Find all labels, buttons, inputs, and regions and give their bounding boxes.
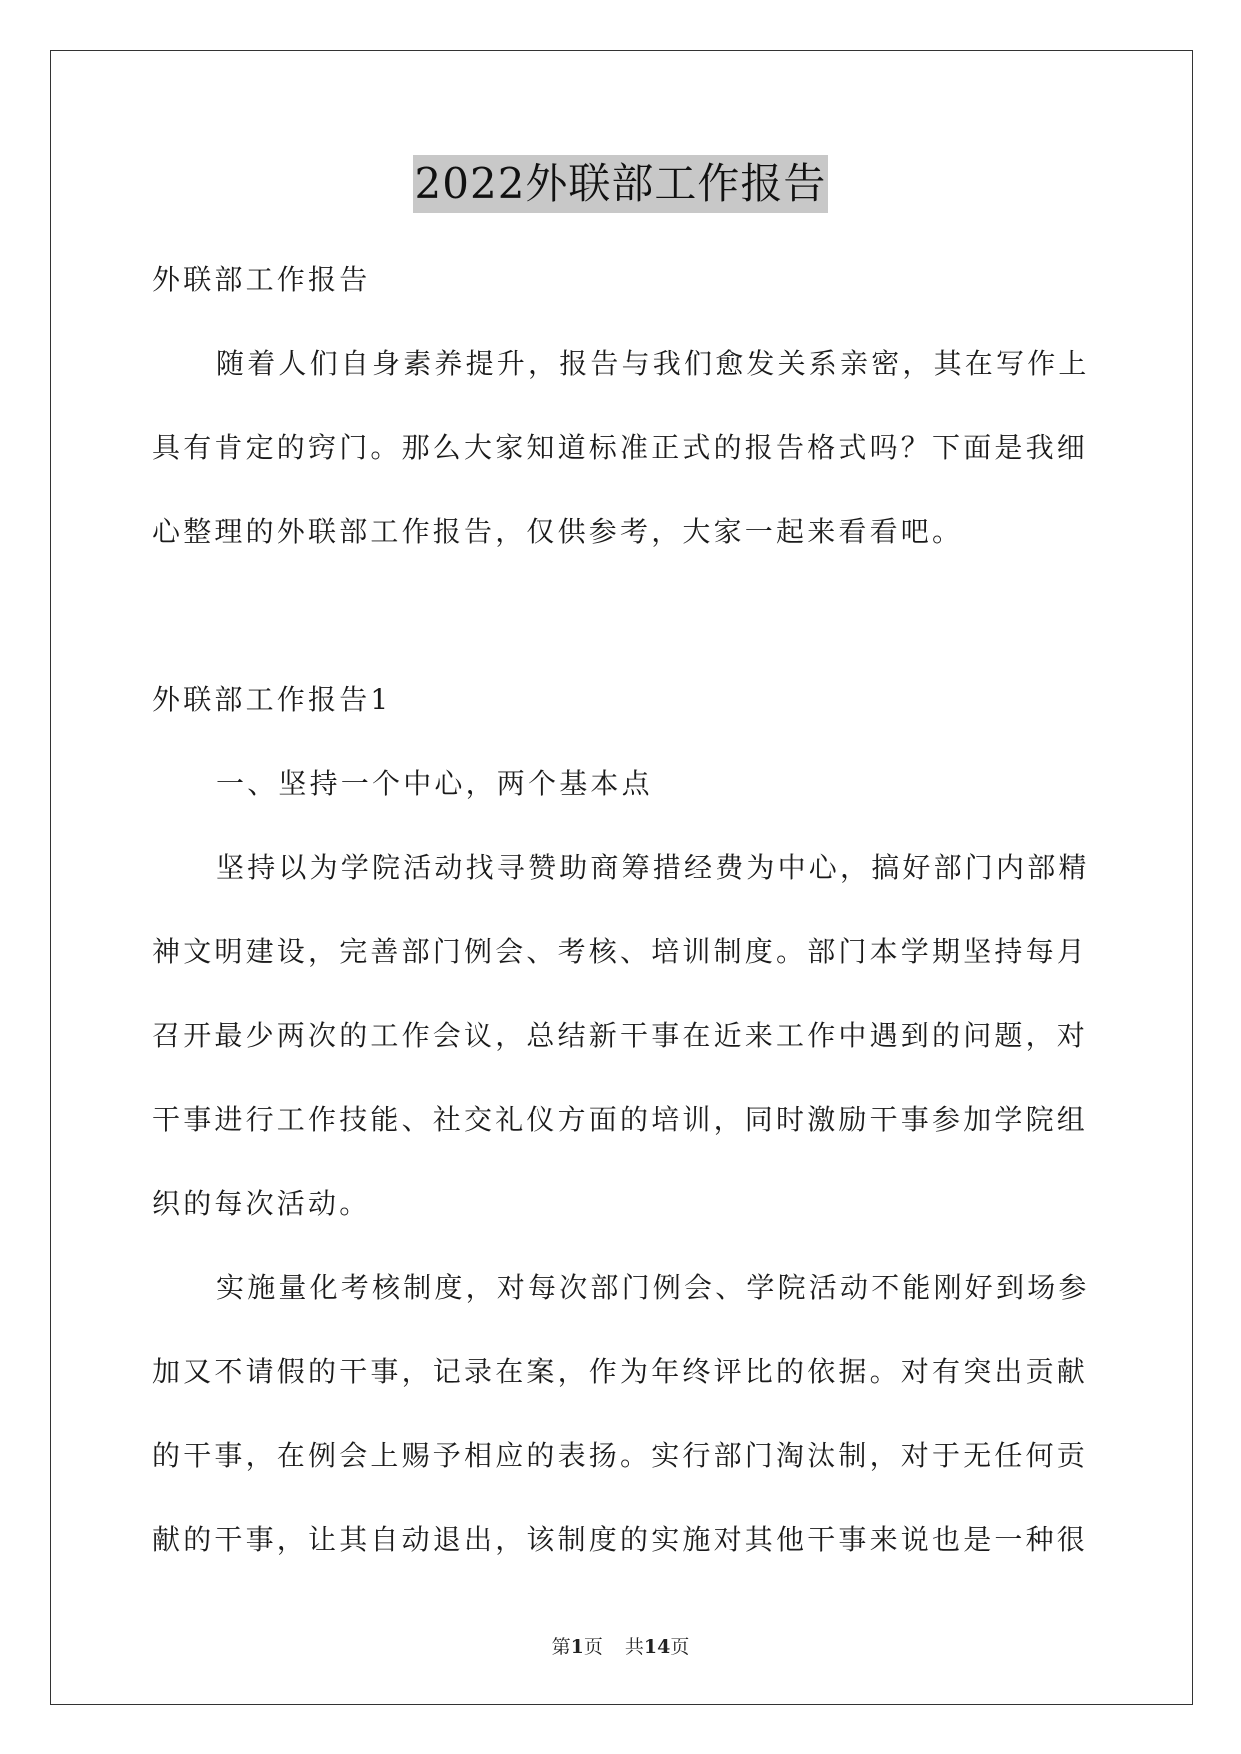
total-suffix: 页 — [670, 1636, 690, 1658]
page-footer — [0, 1632, 1241, 1662]
paragraph2-line: 实施量化考核制度，对每次部门例会、学院活动不能刚好到场参 — [216, 1271, 1090, 1304]
paragraph1-line: 召开最少两次的工作会议，总结新干事在近来工作中遇到的问题，对 — [152, 1019, 1089, 1052]
intro-line: 具有肯定的窍门。那么大家知道标准正式的报告格式吗？下面是我细 — [152, 431, 1089, 464]
title-container — [0, 155, 1241, 213]
subtitle: 外联部工作报告 — [152, 263, 371, 296]
point-heading: 一、坚持一个中心，两个基本点 — [216, 767, 653, 800]
total-prefix: 共 — [624, 1636, 644, 1658]
document-title: 2022外联部工作报告 — [413, 155, 829, 213]
paragraph2-line: 加又不请假的干事，记录在案，作为年终评比的依据。对有突出贡献 — [152, 1355, 1089, 1388]
document-body — [152, 238, 1092, 1582]
paragraph1-line: 干事进行工作技能、社交礼仪方面的培训，同时激励干事参加学院组 — [152, 1103, 1089, 1136]
page-prefix: 第 — [551, 1636, 571, 1658]
intro-line: 心整理的外联部工作报告，仅供参考，大家一起来看看吧。 — [152, 515, 964, 548]
blank-line — [152, 574, 1092, 658]
section-heading: 外联部工作报告1 — [152, 683, 392, 716]
page-suffix: 页 — [583, 1636, 603, 1658]
paragraph2-line: 的干事，在例会上赐予相应的表扬。实行部门淘汰制，对于无任何贡 — [152, 1439, 1089, 1472]
paragraph1-line: 神文明建设，完善部门例会、考核、培训制度。部门本学期坚持每月 — [152, 935, 1089, 968]
paragraph1-line: 坚持以为学院活动找寻赞助商筹措经费为中心，搞好部门内部精 — [216, 851, 1090, 884]
paragraph2-line: 献的干事，让其自动退出，该制度的实施对其他干事来说也是一种很 — [152, 1523, 1089, 1556]
total-pages: 14 — [643, 1636, 671, 1658]
page-number: 1 — [570, 1636, 584, 1658]
paragraph1-line: 织的每次活动。 — [152, 1187, 371, 1220]
intro-line: 随着人们自身素养提升，报告与我们愈发关系亲密，其在写作上 — [216, 347, 1090, 380]
